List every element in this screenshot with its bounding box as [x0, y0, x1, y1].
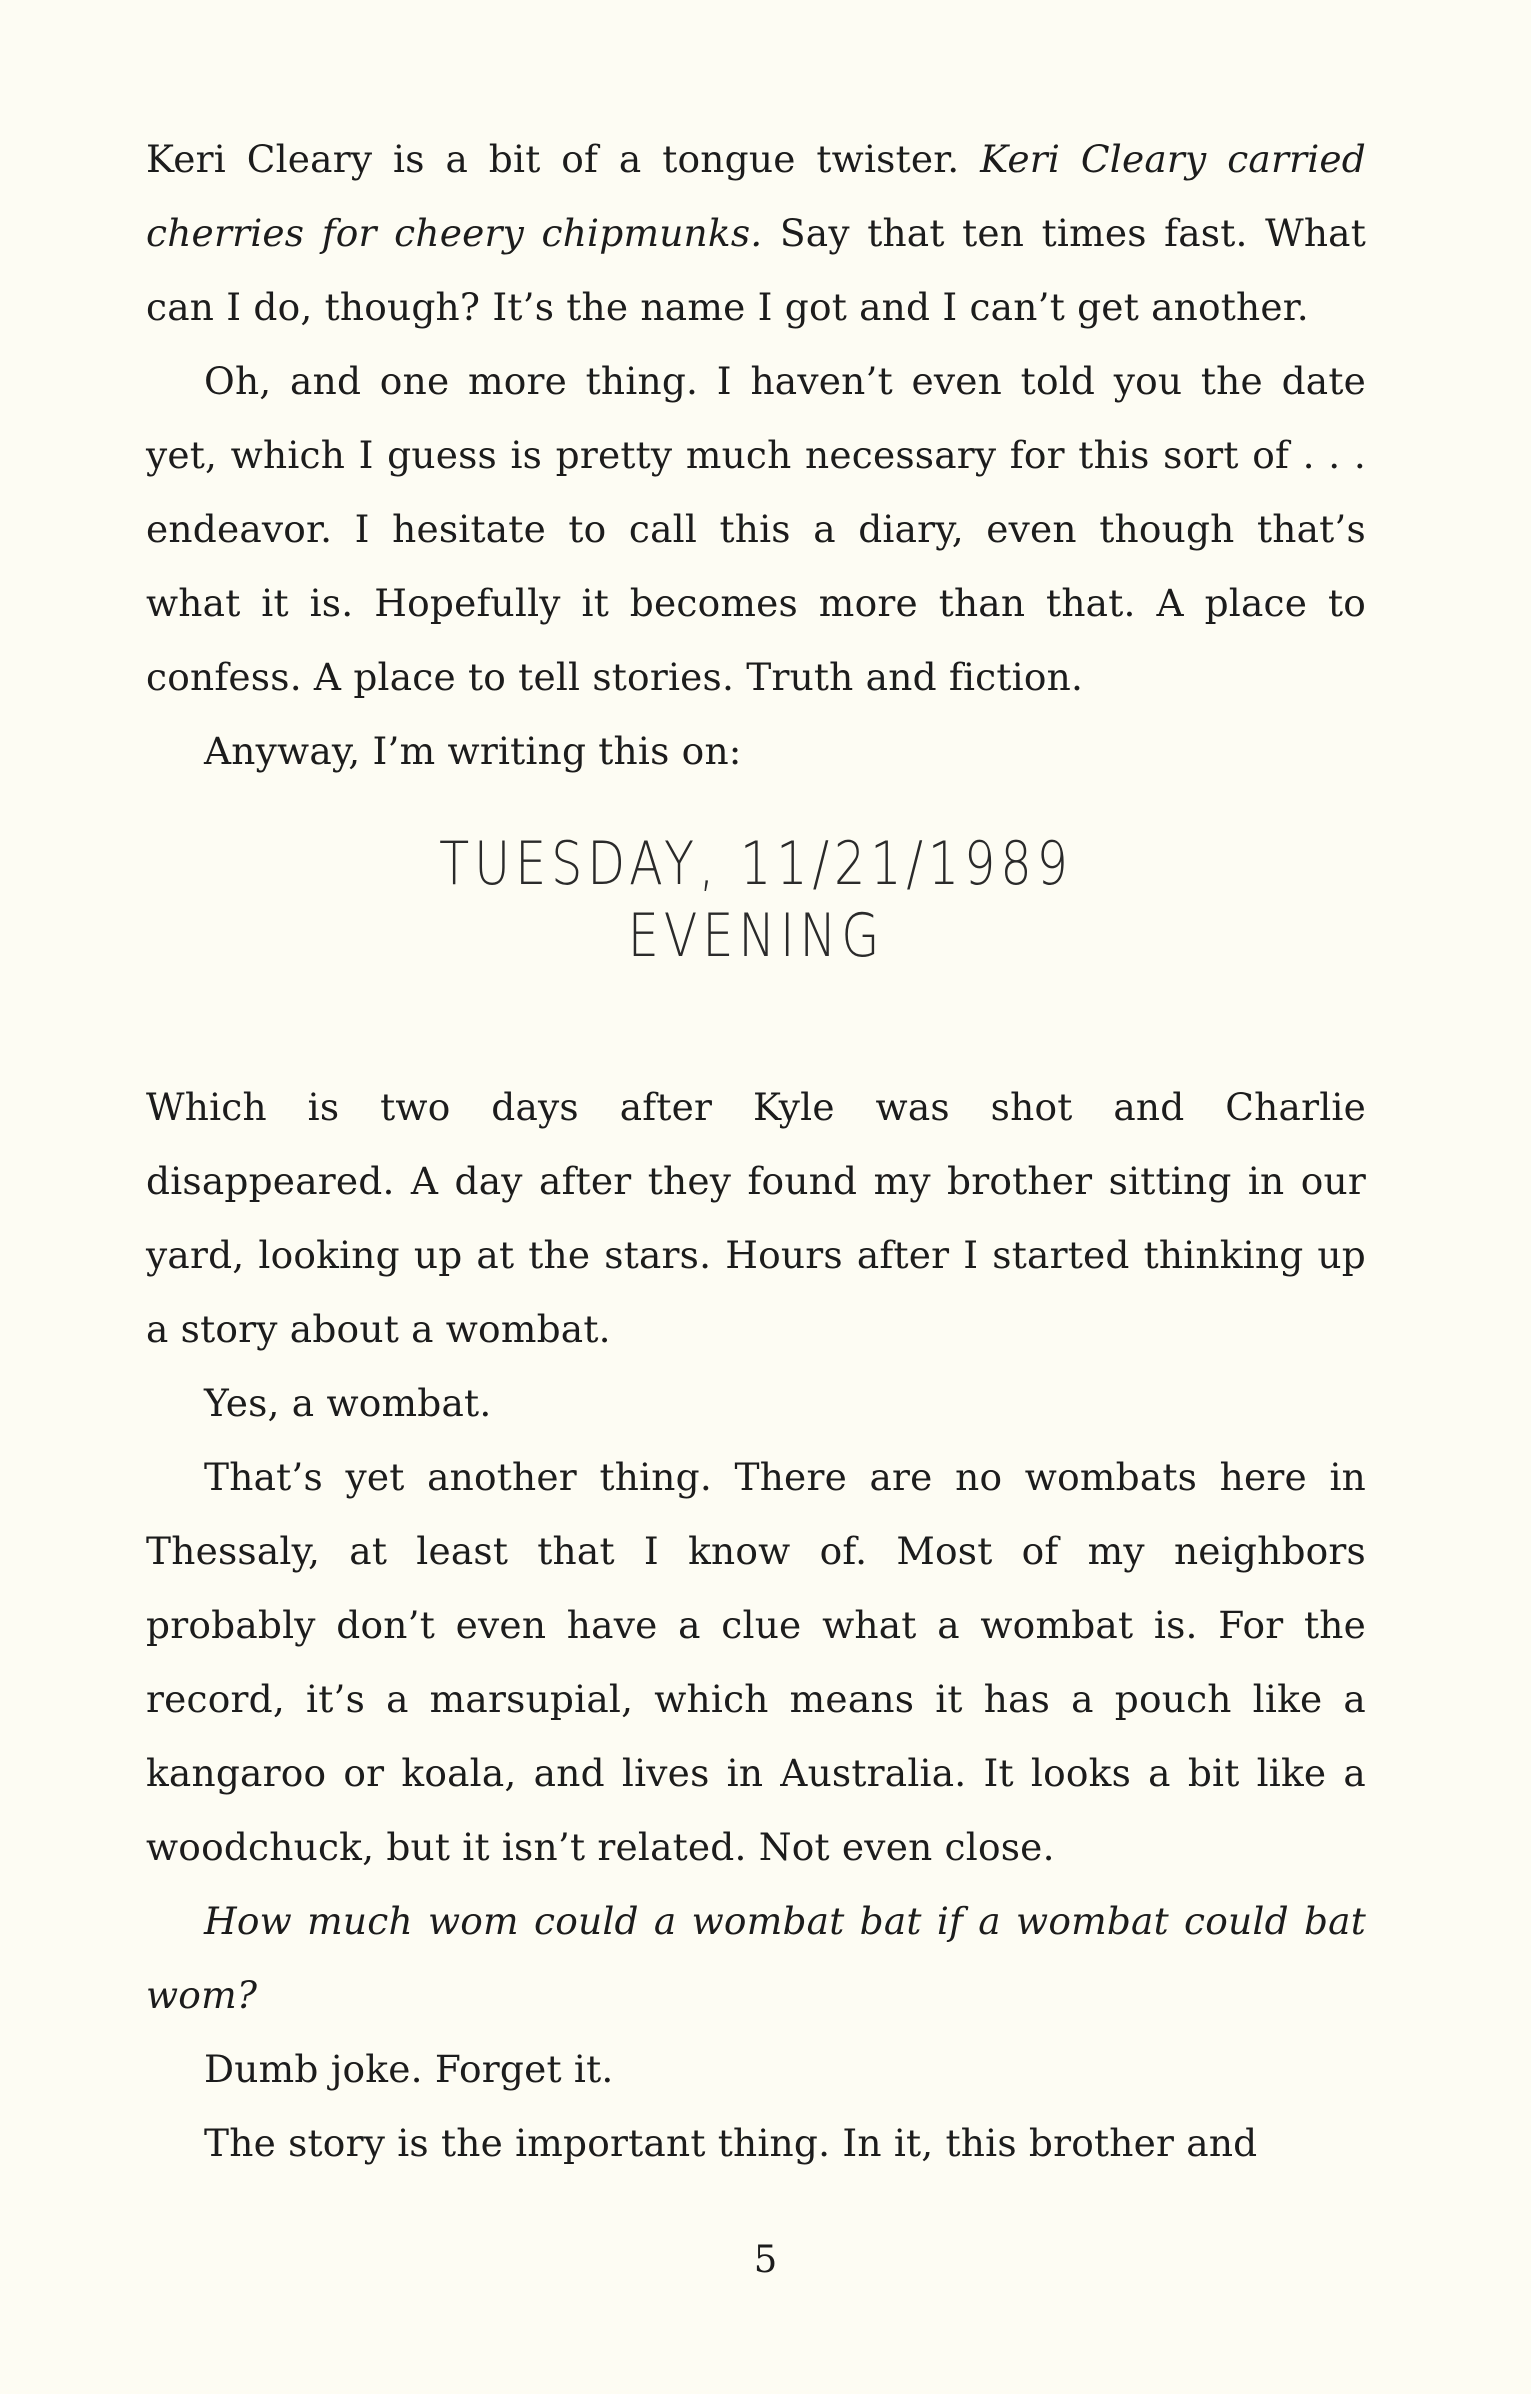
- text-run: Dumb joke. Forget it.: [204, 2047, 614, 2091]
- text-run: Oh, and one more thing. I haven’t even told you the date yet, which I guess is pretty much necessary for this sort of . . . endeavor. I hesitate to call this a diary, even though that’s what it is. Hopefully it becomes more than that. A place to confess. A place to tell stories. Truth and fiction.: [146, 359, 1366, 699]
- body-text-before-date: [146, 122, 1366, 788]
- italic-text: Keri Cleary carried cherries for cheery chipmunks.: [146, 137, 1366, 255]
- paragraph: [146, 344, 1366, 714]
- text-run: Keri Cleary is a bit of a tongue twister.: [146, 137, 981, 181]
- date-heading: [256, 828, 1256, 972]
- text-run: Anyway, I’m writing this on:: [204, 729, 742, 773]
- paragraph: [146, 1884, 1366, 2032]
- paragraph: [146, 714, 1366, 788]
- book-page: [146, 122, 1366, 2180]
- date-heading-line1: TUESDAY, 11/21/1989: [439, 829, 1073, 899]
- body-text-after-date: [146, 1070, 1366, 2180]
- date-heading-line2: EVENING: [627, 901, 885, 971]
- text-run: Yes, a wombat.: [204, 1381, 492, 1425]
- paragraph: [146, 122, 1366, 344]
- text-run: That’s yet another thing. There are no wombats here in Thessaly, at least that I know of. Most of my neighbors probably don’t even have a clue what a wombat is. For the record, it’s a marsupial, which means it has a pouch like a kangaroo or koala, and lives in Australia. It looks a bit like a woodchuck, but it isn’t related. Not even close.: [146, 1455, 1366, 1869]
- page-number: 5: [753, 2238, 778, 2281]
- paragraph: [146, 1440, 1366, 1884]
- italic-text: How much wom could a wombat bat if a wombat could bat wom?: [146, 1899, 1366, 2017]
- paragraph: [146, 1070, 1366, 1366]
- paragraph: [146, 1366, 1366, 1440]
- text-run: Which is two days after Kyle was shot and Charlie disappeared. A day after they found my brother sitting in our yard, looking up at the stars. Hours after I started thinking up a story about a wombat.: [146, 1085, 1366, 1351]
- paragraph: [146, 2032, 1366, 2106]
- text-run: The story is the important thing. In it, this brother and: [204, 2121, 1258, 2165]
- text-run: Say that ten times fast. What can I do, though? It’s the name I got and I can’t get another.: [146, 211, 1367, 329]
- paragraph: [146, 2106, 1366, 2180]
